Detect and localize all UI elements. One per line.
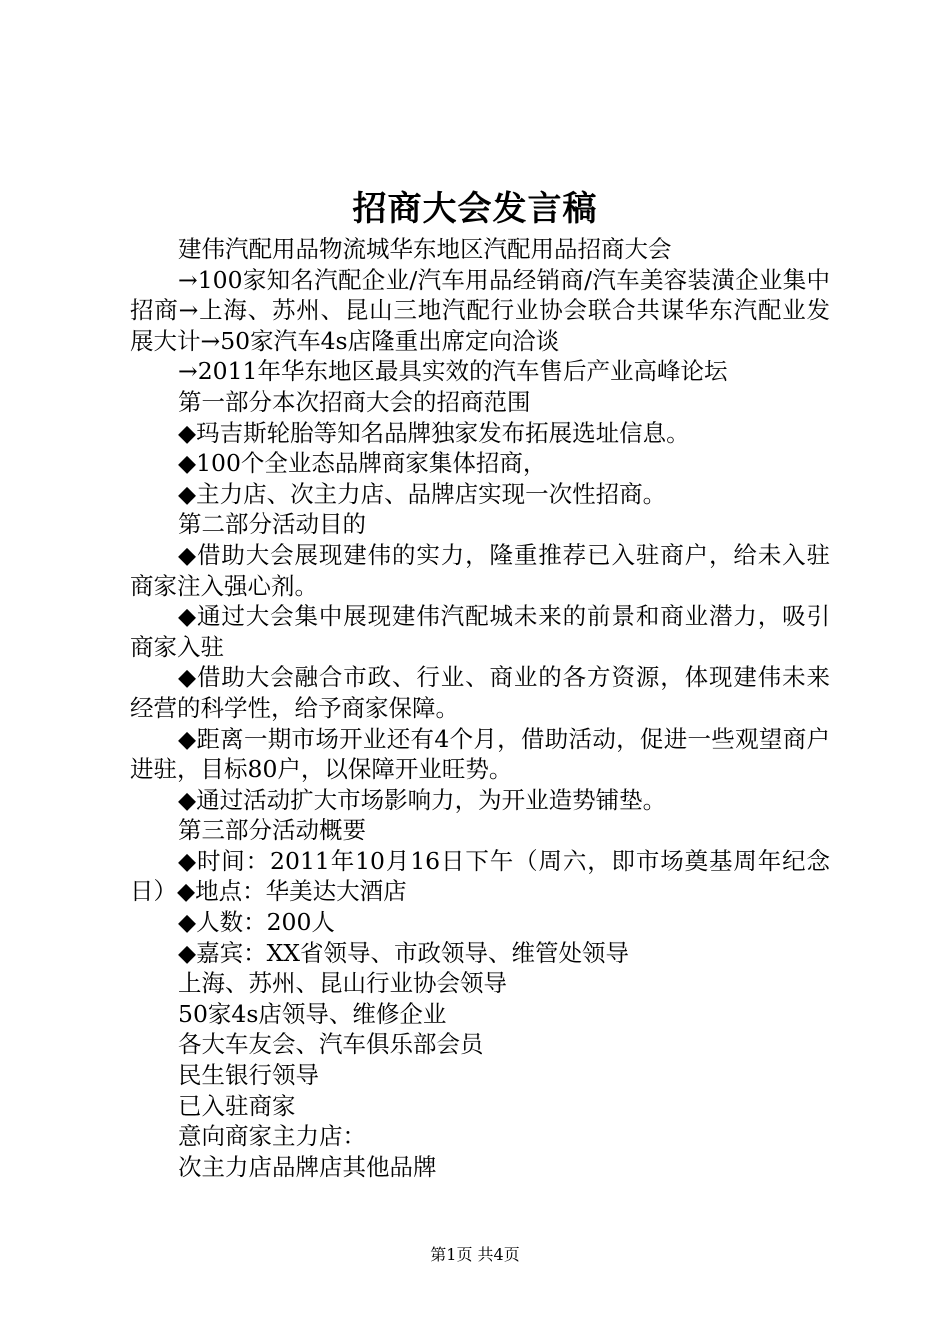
list-item: ◆通过活动扩大市场影响力，为开业造势铺垫。 [178, 785, 667, 814]
list-item: ◆玛吉斯轮胎等知名品牌独家发布拓展选址信息。 [178, 418, 690, 447]
document-title: 招商大会发言稿 [352, 189, 598, 229]
page-number-footer: 第1页 共4页 [430, 1245, 520, 1264]
list-item: ◆借助大会展现建伟的实力，隆重推荐已入驻商户，给未入驻商家注入强心剂。 [130, 540, 830, 600]
guest-line: 各大车友会、汽车俱乐部会员 [178, 1030, 484, 1059]
paragraph-highlights: →100家知名汽配企业/汽车用品经销商/汽车美容装潢企业集中招商→上海、苏州、昆山三地汽配行业协会联合共谋华东汽配业发展大计→50家汽车4s店隆重出席定向洽谈 [130, 265, 830, 355]
section-heading-scope: 第一部分本次招商大会的招商范围 [178, 387, 531, 416]
list-item: ◆100个全业态品牌商家集体招商， [178, 449, 547, 478]
list-item: ◆借助大会融合市政、行业、商业的各方资源，体现建伟未来经营的科学性，给予商家保障。 [130, 663, 830, 722]
list-item: ◆人数：200人 [178, 908, 335, 937]
guest-line: 已入驻商家 [178, 1091, 296, 1120]
guest-line: 次主力店品牌店其他品牌 [178, 1152, 437, 1181]
paragraph-forum: →2011年华东地区最具实效的汽车售后产业高峰论坛 [178, 357, 728, 386]
list-item: ◆时间：2011年10月16日下午（周六，即市场奠基周年纪念日）◆地点：华美达大酒店 [130, 846, 830, 906]
guest-line: 民生银行领导 [178, 1061, 319, 1090]
guest-line: 意向商家主力店： [178, 1122, 366, 1151]
list-item: ◆距离一期市场开业还有4个月，借助活动，促进一些观望商户进驻，目标80户，以保障开业旺势。 [130, 724, 830, 784]
list-item: ◆主力店、次主力店、品牌店实现一次性招商。 [178, 479, 667, 508]
guest-line: 上海、苏州、昆山行业协会领导 [178, 969, 507, 998]
section-heading-overview: 第三部分活动概要 [178, 816, 366, 845]
list-item: ◆嘉宾：XX省领导、市政领导、维管处领导 [178, 938, 630, 967]
guest-line: 50家4s店领导、维修企业 [178, 999, 447, 1028]
document-body [130, 234, 830, 1182]
paragraph-event-name: 建伟汽配用品物流城华东地区汽配用品招商大会 [178, 235, 672, 263]
section-heading-purpose: 第二部分活动目的 [178, 510, 366, 539]
list-item: ◆通过大会集中展现建伟汽配城未来的前景和商业潜力，吸引商家入驻 [130, 602, 830, 661]
